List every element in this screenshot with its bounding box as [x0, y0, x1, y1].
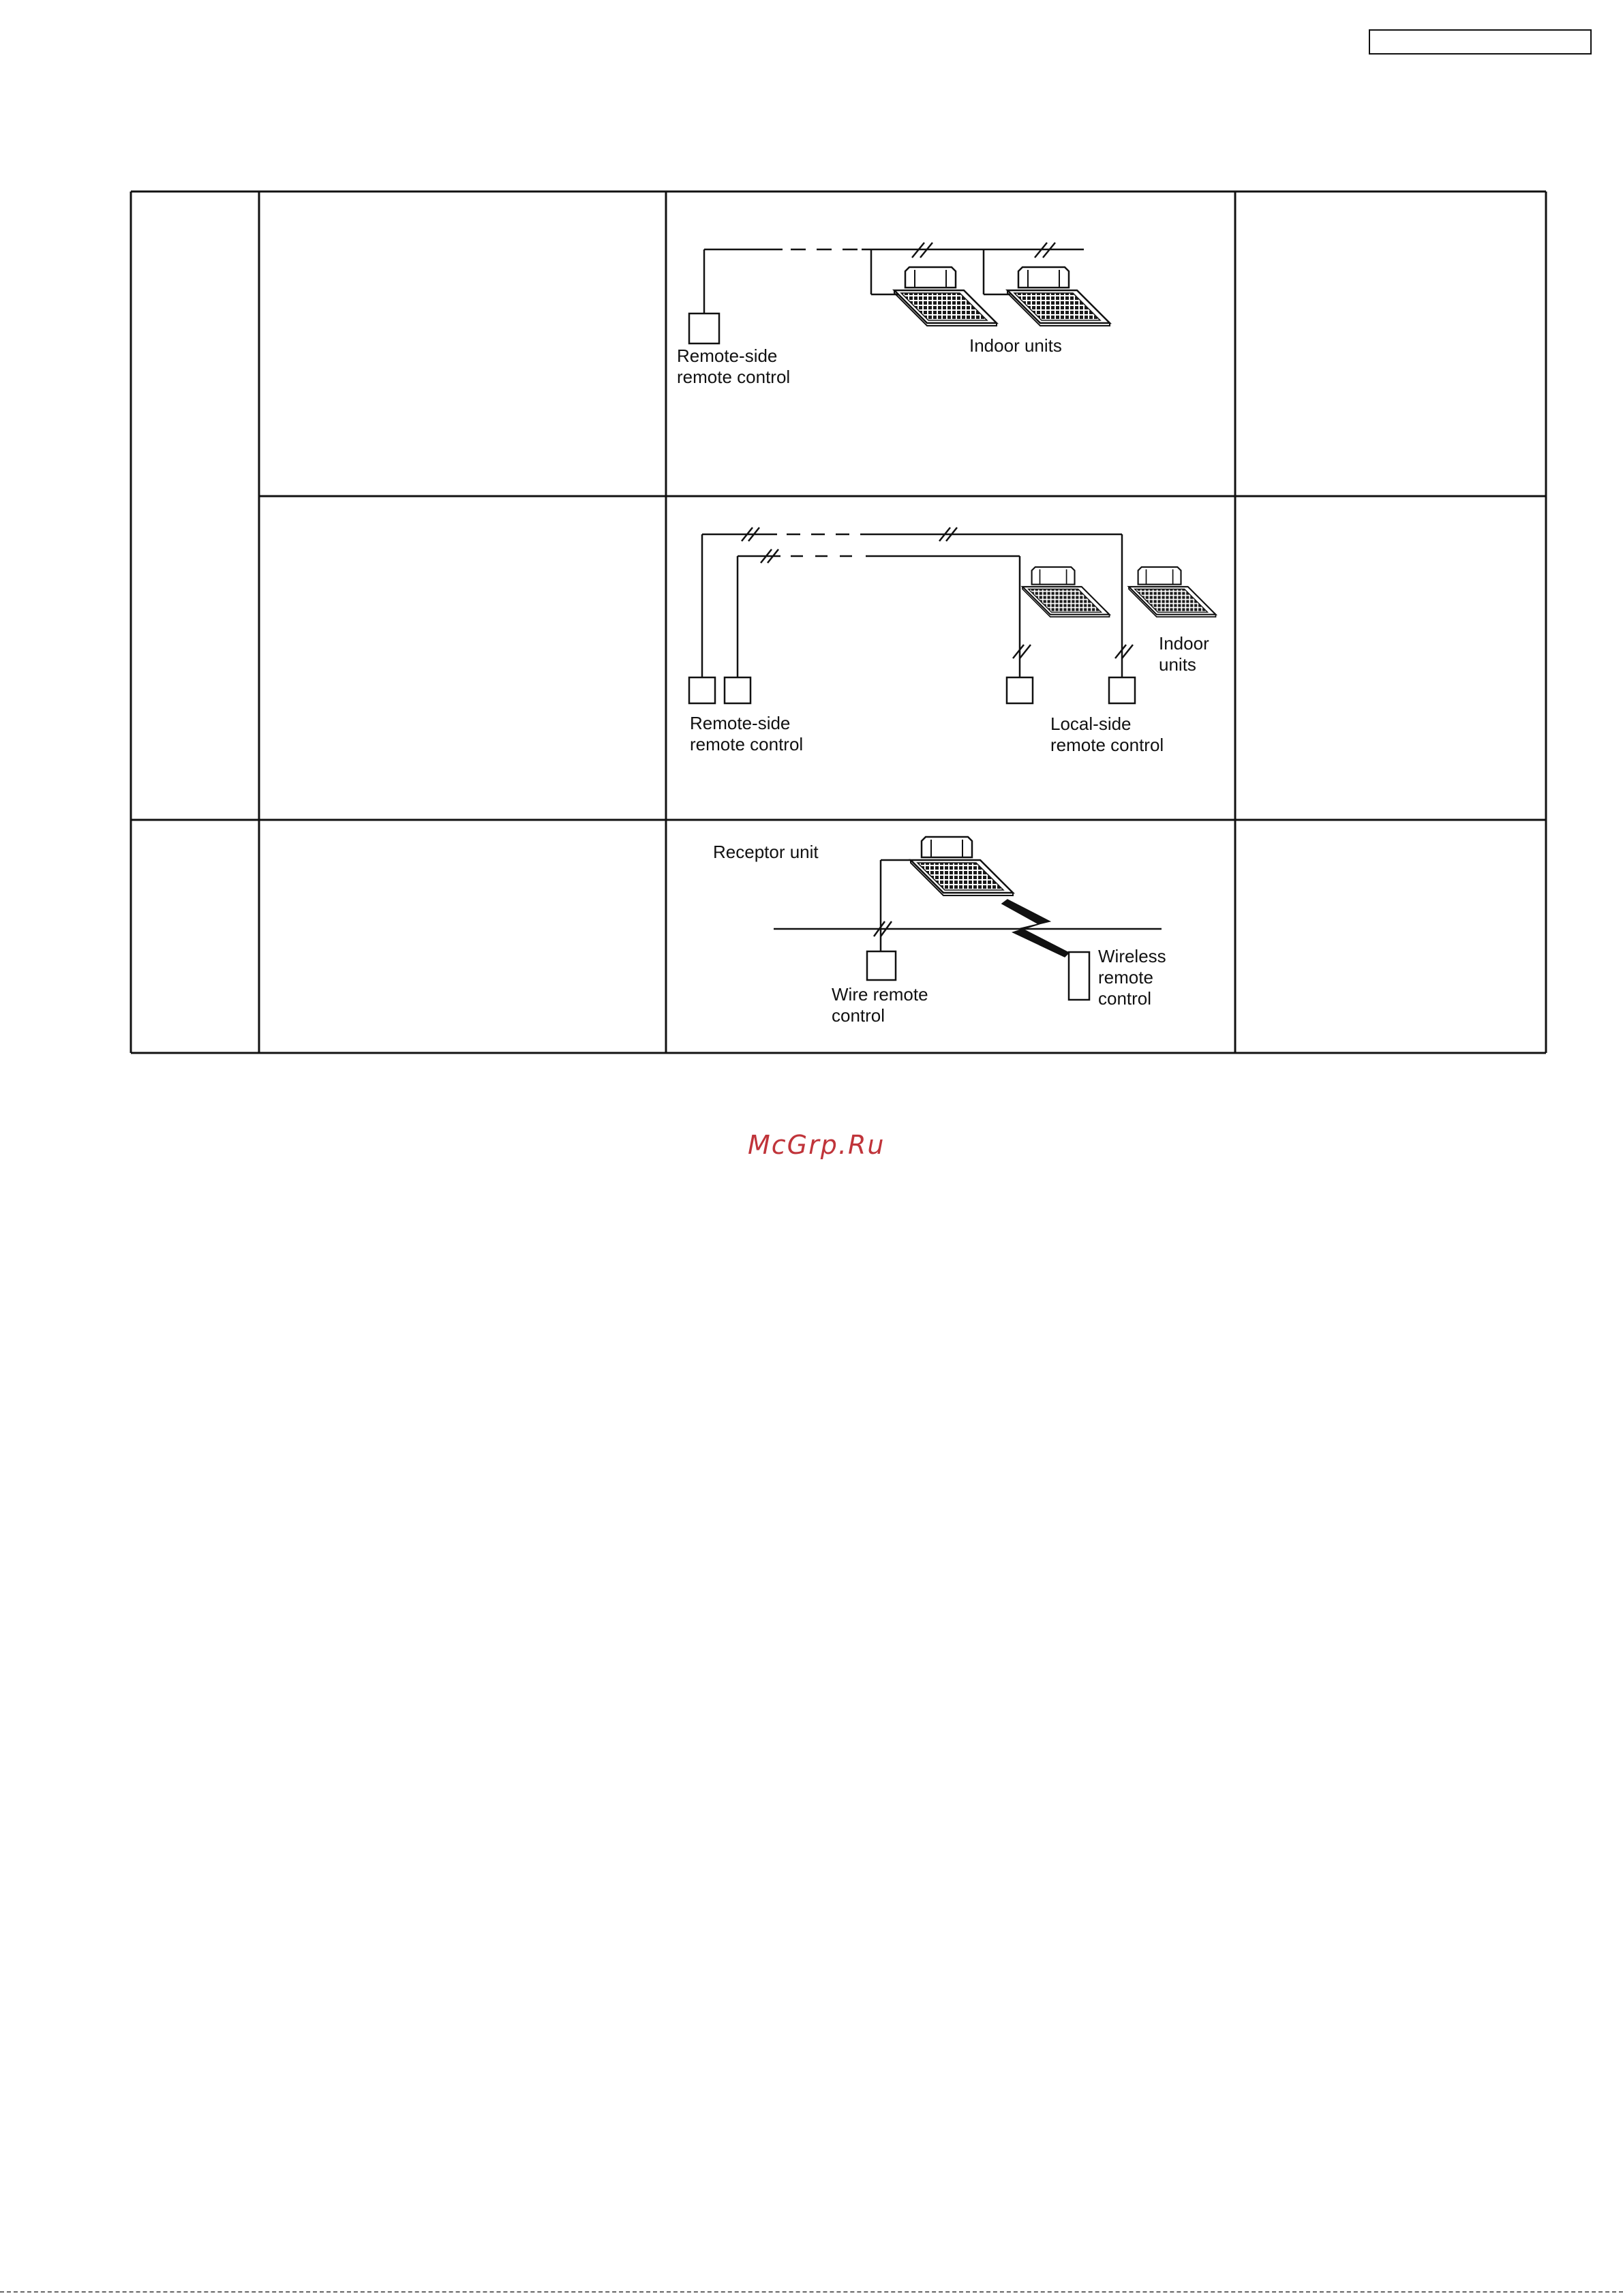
diagram-2-wiring [689, 527, 1135, 703]
receptor-unit-label: Receptor unit [713, 842, 819, 862]
remote-side-label: remote control [690, 734, 804, 754]
wireless-remote-label: control [1098, 988, 1152, 1009]
remote-side-label: remote control [677, 367, 791, 387]
local-side-label: remote control [1050, 735, 1164, 755]
indoor-units-label: Indoor [1159, 633, 1209, 654]
wire-remote-label: Wire remote [832, 984, 928, 1005]
table-grid [131, 192, 1546, 1053]
indoor-unit-icon [1022, 567, 1110, 617]
remote-side-label: Remote-side [690, 713, 791, 733]
indoor-units-label: units [1159, 654, 1196, 675]
local-side-label: Local-side [1050, 714, 1132, 734]
indoor-units-label: Indoor units [969, 335, 1062, 356]
wireless-remote-label: Wireless [1098, 946, 1166, 966]
watermark: McGrp.Ru [748, 1130, 885, 1160]
system-configuration-table [0, 0, 1623, 1090]
indoor-unit-icon [894, 267, 997, 326]
indoor-unit-icon [1129, 567, 1216, 617]
bottom-rule [0, 2291, 1623, 2293]
receptor-unit-icon [911, 837, 1013, 896]
indoor-unit-icon [1007, 267, 1110, 326]
wireless-remote-label: remote [1098, 967, 1153, 988]
remote-side-label: Remote-side [677, 346, 778, 366]
wire-remote-label: control [832, 1005, 885, 1026]
